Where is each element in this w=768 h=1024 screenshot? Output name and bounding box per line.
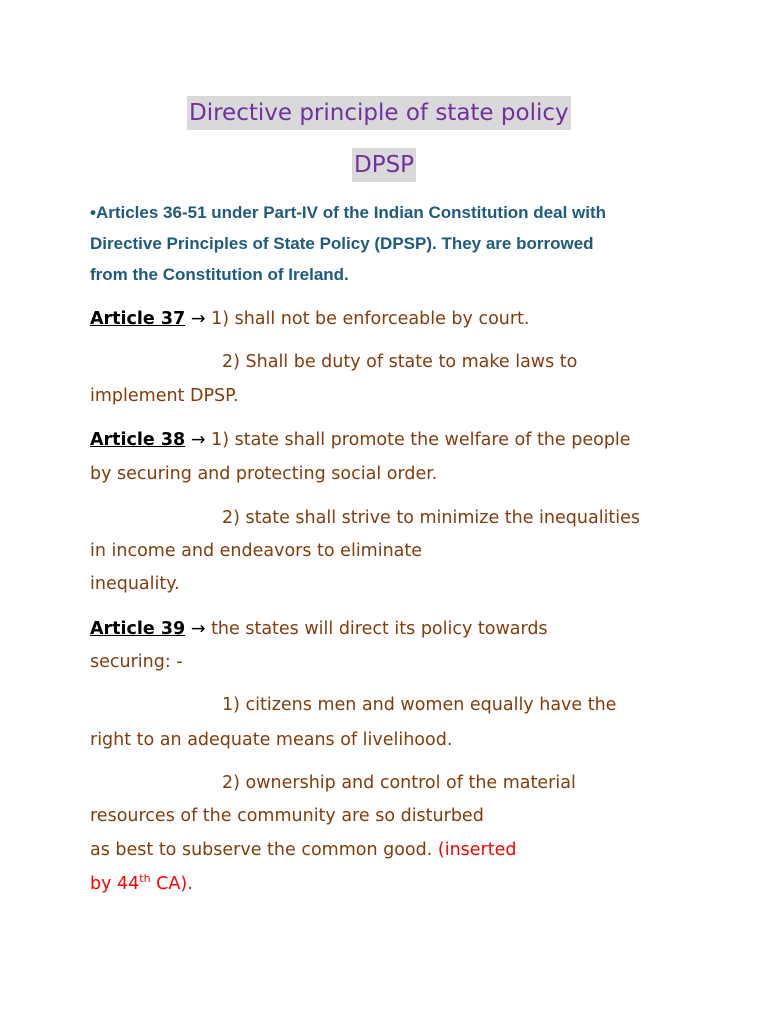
- article-39-line: [90, 616, 548, 642]
- article-39-label: Article 39: [90, 619, 186, 639]
- article-38-point-2-cont: in income and endeavors to eliminate: [90, 541, 423, 561]
- intro-line: from the Constitution of Ireland.: [90, 265, 349, 284]
- article-38-line: [90, 427, 631, 453]
- amendment-note-superscript: th: [139, 872, 151, 885]
- arrow-icon: →: [190, 430, 206, 450]
- article-39-point-2-cont: [90, 837, 516, 863]
- intro-line: •Articles 36-51 under Part-IV of the Indian Constitution deal with: [90, 203, 607, 222]
- period: .: [187, 874, 193, 894]
- amendment-note-text: by 44: [90, 874, 140, 894]
- amendment-note: (inserted: [437, 840, 517, 860]
- article-38-label: Article 38: [90, 430, 186, 450]
- intro-line: Directive Principles of State Policy (DPSP). They are borrowed: [90, 234, 594, 253]
- article-39-point-2: 2) ownership and control of the material: [222, 773, 576, 793]
- article-39-point-1-cont: right to an adequate means of livelihood.: [90, 730, 453, 750]
- article-38-point-2-cont: inequality.: [90, 574, 180, 594]
- page-subtitle: DPSP: [352, 148, 416, 182]
- article-39-point-1: 1) citizens men and women equally have the: [222, 695, 617, 715]
- article-37-point-1: 1) shall not be enforceable by court.: [211, 309, 530, 329]
- article-39-intro-cont: securing: -: [90, 652, 183, 672]
- article-37-label: Article 37: [90, 309, 186, 329]
- amendment-note-text: CA): [150, 874, 188, 894]
- article-37-point-2-cont: implement DPSP.: [90, 386, 239, 406]
- article-37-point-2: 2) Shall be duty of state to make laws to: [222, 352, 578, 372]
- article-38-point-1: 1) state shall promote the welfare of the people: [211, 430, 631, 450]
- article-37-line: [90, 306, 529, 332]
- arrow-icon: →: [190, 309, 206, 329]
- article-38-point-2: 2) state shall strive to minimize the inequalities: [222, 508, 641, 528]
- arrow-icon: →: [190, 619, 206, 639]
- intro-paragraph: [90, 197, 690, 290]
- amendment-note-cont: [90, 871, 193, 897]
- article-39-intro: the states will direct its policy towards: [211, 619, 548, 639]
- article-38-point-1-cont: by securing and protecting social order.: [90, 464, 438, 484]
- article-39-point-2-text: as best to subserve the common good.: [90, 840, 433, 860]
- article-39-point-2-cont: resources of the community are so disturbed: [90, 806, 484, 826]
- page-title: Directive principle of state policy: [187, 96, 571, 130]
